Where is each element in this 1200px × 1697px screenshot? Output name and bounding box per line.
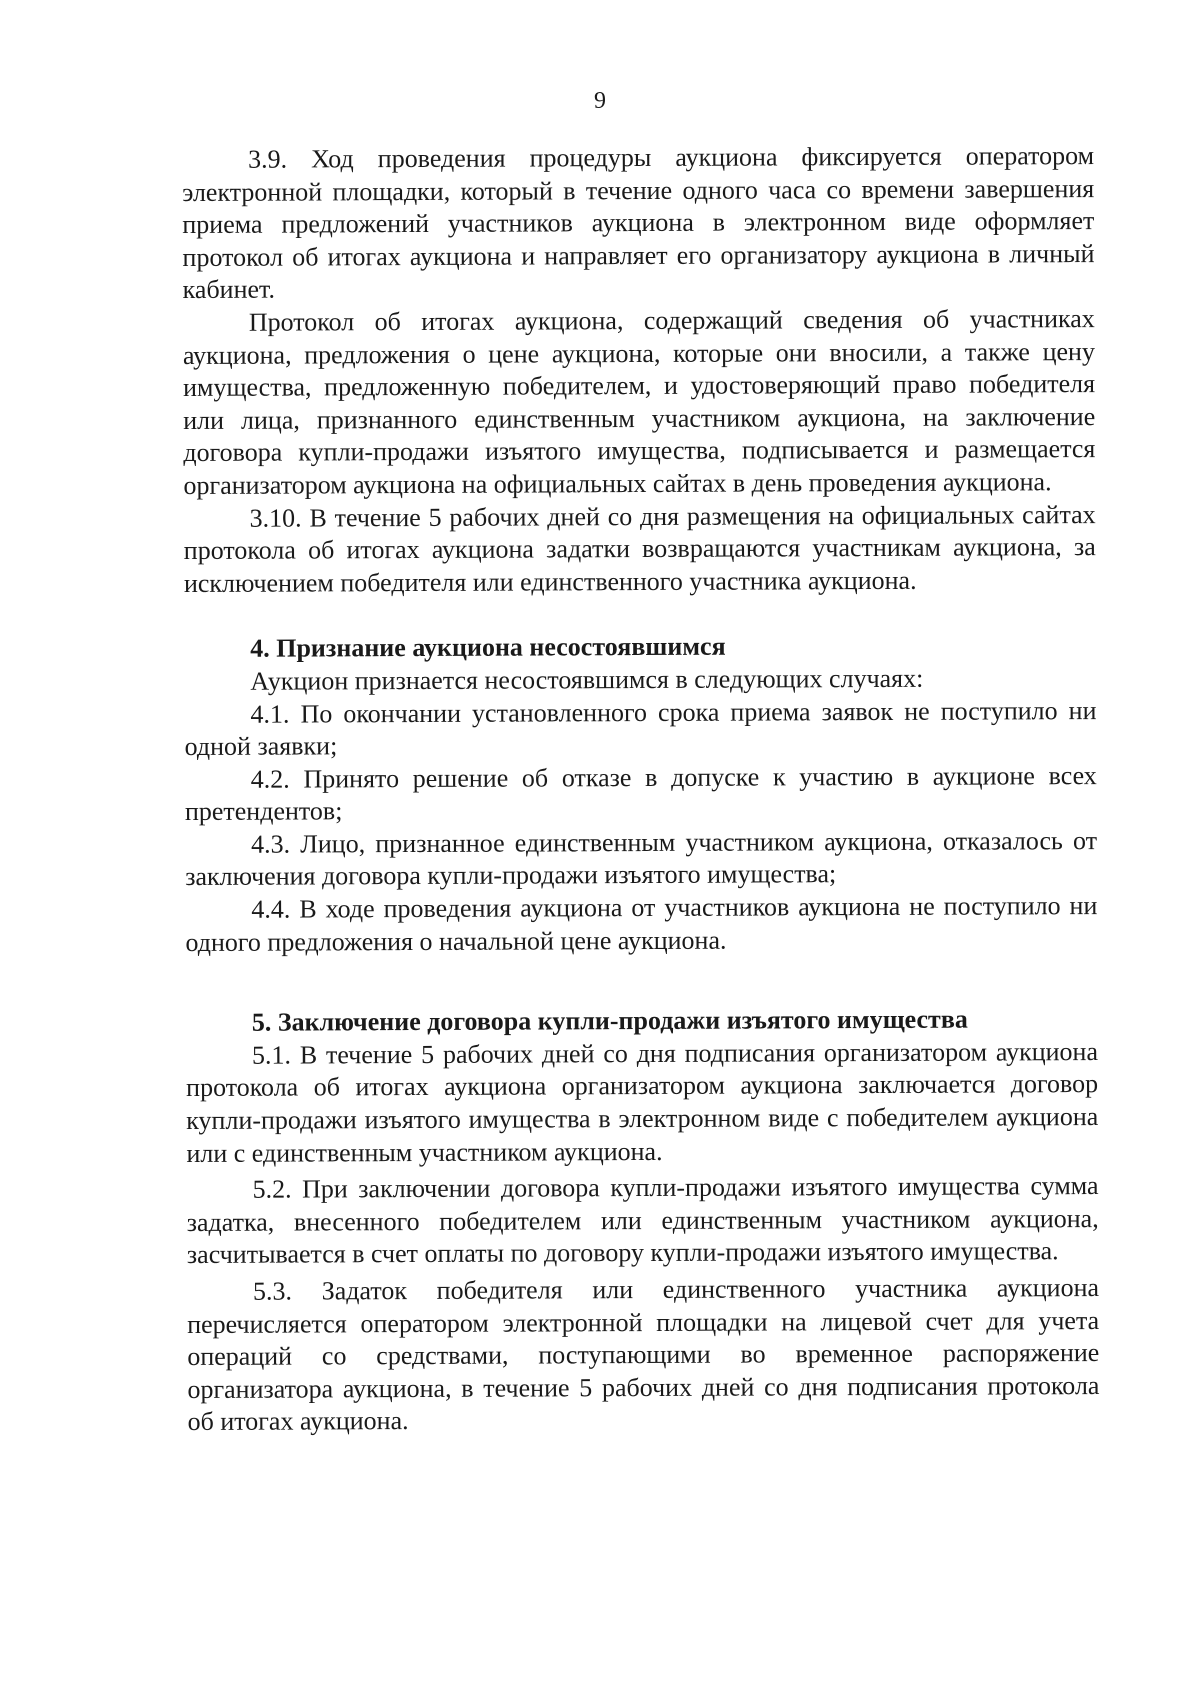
section-4-intro: Аукцион признается несостоявшимся в следующих случаях: (250, 663, 924, 696)
clause-5-2: 5.2. При заключении договора купли-продажи изъятого имущества сумма задатка, внесенного победителем или единственным участником аукциона, засчитывается в счет оплаты по договору купли-продажи изъятого имущества. (186, 1171, 1099, 1270)
paragraph-protocol: Протокол об итогах аукциона, содержащий сведения об участниках аукциона, предложения о цене аукциона, которые они вносили, а также цену имущества, предложенную победителем, и удостоверяющий право победителя или лица, признанного единственным участником аукциона, на заключение договора купли-продажи изъятого имущества, подписывается и размещается организатором аукциона на официальных сайтах в день проведения аукциона. (182, 303, 1096, 500)
clause-4-4: 4.4. В ходе проведения аукциона от участников аукциона не поступило ни одного предложения о начальной цене аукциона. (185, 891, 1098, 957)
clause-4-1: 4.1. По окончании установленного срока приема заявок не поступило ни одной заявки; (184, 695, 1097, 762)
clause-5-1: 5.1. В течение 5 рабочих дней со дня подписания организатором аукциона протокола об итогах аукциона организатором аукциона заключается договор купли-продажи изъятого имущества в электронном виде с победителем аукциона или с единственным участником аукциона. (186, 1036, 1099, 1168)
clause-4-2: 4.2. Принято решение об отказе в допуске к участию в аукционе всех претендентов; (184, 760, 1097, 827)
clause-4-3: 4.3. Лицо, признанное единственным участником аукциона, отказалось от заключения договора купли-продажи изъятого имущества; (185, 825, 1098, 892)
section-5-heading: 5. Заключение договора купли-продажи изъятого имущества (251, 1004, 968, 1037)
document-body (182, 140, 1100, 1439)
paragraph-3-9: 3.9. Ход проведения процедуры аукциона фиксируется оператором электронной площадки, который в течение одного часа со времени завершения приема предложений участников аукциона в электронном виде оформляет протокол об итогах аукциона и направляет его организатору аукциона в личный кабинет. (182, 141, 1095, 305)
page-number: 9 (594, 88, 606, 114)
clause-5-3: 5.3. Задаток победителя или единственного участника аукциона перечисляется оператором электронной площадки на лицевой счет для учета операций со средствами, поступающими во временное распоряжение организатора аукциона, в течение 5 рабочих дней со дня подписания протокола об итогах аукциона. (187, 1273, 1100, 1437)
paragraph-3-10: 3.10. В течение 5 рабочих дней со дня размещения на официальных сайтах протокола об итогах аукциона задатки возвращаются участникам аукциона, за исключением победителя или единственного участника аукциона. (183, 499, 1096, 598)
section-4-heading: 4. Признание аукциона несостоявшимся (250, 631, 726, 664)
